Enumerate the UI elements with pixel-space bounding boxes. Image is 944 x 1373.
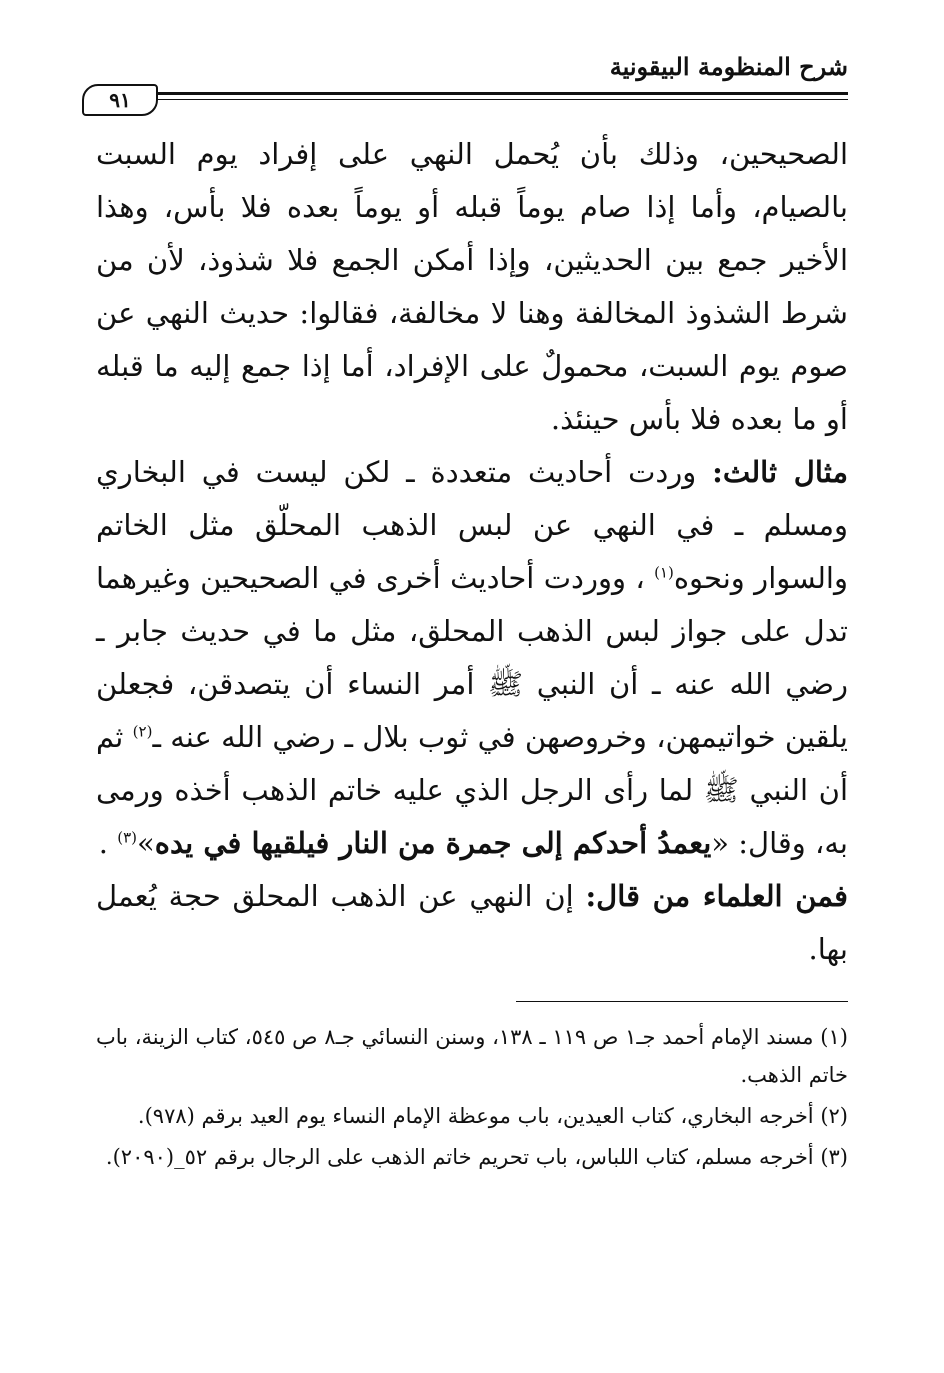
page-number-badge: ٩١ [82, 84, 158, 116]
paragraph-3-text: إن النهي عن الذهب المحلق حجة يُعمل بها. [96, 879, 848, 966]
footnote-3: (٣) أخرجه مسلم، كتاب اللباس، باب تحريم خاتم الذهب على الرجال برقم ٥٢_(٢٠٩٠). [105, 1145, 848, 1169]
paragraph-2-lead: مثال ثالث: [712, 455, 848, 489]
footnotes [96, 1018, 848, 1179]
footnote-separator [516, 1001, 848, 1002]
running-header-title: شرح المنظومة البيقونية [609, 52, 848, 81]
main-text [96, 128, 848, 976]
paragraph-2-text-b: ، ووردت أحاديث أخرى في الصحيحين وغيرهما تدل على جواز لبس الذهب المحلق، مثل ما في حديث جابر ـ رضي الله عنه ـ أن النبي ﷺ أمر النساء أن يتصدقن، فجعلن يلقين خواتيمهن، وخروصهن في ثوب بلال ـ رضي الله عنه ـ [96, 561, 849, 754]
paragraph-2-text-c: ثم أن النبي ﷺ لما رأى الرجل الذي عليه خاتم الذهب أخذه ورمى به، وقال: « [96, 720, 848, 860]
footnote-2: (٢) أخرجه البخاري، كتاب العيدين، باب موعظة الإمام النساء يوم العيد برقم (٩٧٨). [137, 1104, 848, 1128]
footnote-1: (١) مسند الإمام أحمد جـ١ ص ١١٩ ـ ١٣٨، وسنن النسائي جـ٨ ص ٥٤٥، كتاب الزينة، باب خاتم الذهب. [96, 1025, 848, 1087]
paragraph-2-text-a: وردت أحاديث متعددة ـ لكن ليست في البخاري ومسلم ـ في النهي عن لبس الذهب المحلّق مثل الخاتم والسوار ونحوه [96, 455, 848, 595]
footnote-ref-2: (٢) [132, 722, 153, 741]
header-rule [150, 92, 848, 100]
paragraph-3 [96, 870, 848, 976]
paragraph-2-text-e: . [98, 826, 118, 860]
quote-close: » [137, 826, 155, 860]
hadith-quote: يعمدُ أحدكم إلى جمرة من النار فيلقيها في يده [154, 826, 712, 860]
footnote-ref-1: (١) [654, 563, 674, 582]
paragraph-1: الصحيحين، وذلك بأن يُحمل النهي على إفراد يوم السبت بالصيام، وأما إذا صام يوماً قبله أو يوماً بعده فلا بأس، وهذا الأخير جمع بين الحديثين، وإذا أمكن الجمع فلا شذوذ، لأن من شرط الشذوذ المخالفة وهنا لا مخالفة، فقالوا: حديث النهي عن صوم يوم السبت، محمولٌ على الإفراد، أما إذا جمع إليه ما قبله أو ما بعده فلا بأس حينئذ. [96, 137, 848, 436]
paragraph-3-lead: فمن العلماء من قال: [585, 879, 848, 913]
paragraph-2 [96, 446, 848, 870]
footnote-ref-3: (٣) [117, 828, 137, 847]
